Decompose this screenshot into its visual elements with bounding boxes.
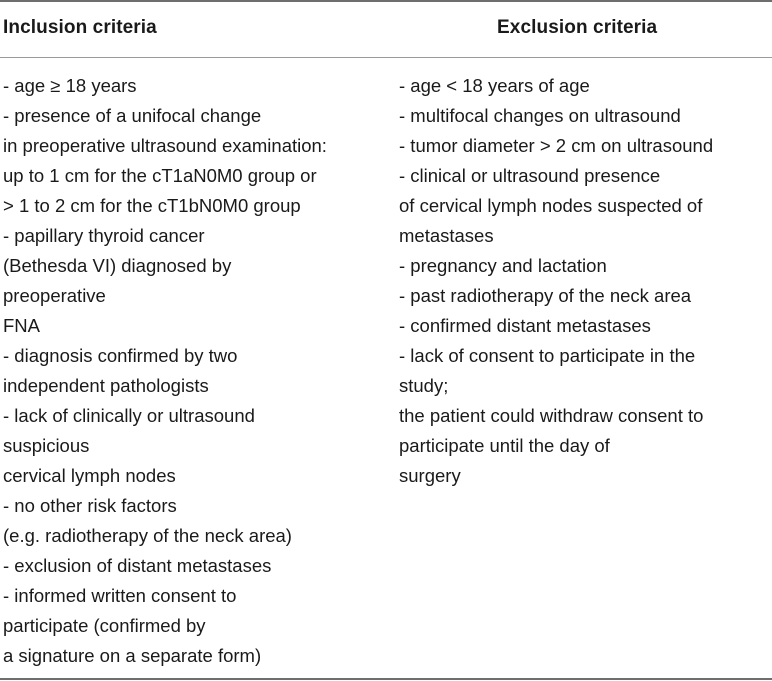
inclusion-line: in preoperative ultrasound examination: [3,135,327,156]
exclusion-line: - confirmed distant metastases [399,315,651,336]
exclusion-line: - clinical or ultrasound presence [399,165,661,186]
exclusion-line: surgery [399,465,461,486]
exclusion-criteria-header: Exclusion criteria [497,17,658,38]
exclusion-criteria-list [399,71,769,491]
inclusion-line: a signature on a separate form) [3,645,262,666]
inclusion-criteria-header: Inclusion criteria [3,17,157,38]
exclusion-line: study; [399,375,449,396]
exclusion-line: - past radiotherapy of the neck area [399,285,692,306]
inclusion-line: - papillary thyroid cancer [3,225,205,246]
header-divider-rule [0,57,772,58]
inclusion-line: suspicious [3,435,90,456]
inclusion-line: FNA [3,315,40,336]
exclusion-line: the patient could withdraw consent to [399,405,704,426]
table-bottom-rule [0,678,772,680]
inclusion-line: - informed written consent to [3,585,237,606]
inclusion-line: (e.g. radiotherapy of the neck area) [3,525,292,546]
inclusion-line: > 1 to 2 cm for the cT1bN0M0 group [3,195,301,216]
inclusion-line: (Bethesda VI) diagnosed by [3,255,232,276]
inclusion-line: participate (confirmed by [3,615,206,636]
inclusion-line: - diagnosis confirmed by two [3,345,238,366]
exclusion-line: metastases [399,225,494,246]
inclusion-line: preoperative [3,285,106,306]
exclusion-line: - pregnancy and lactation [399,255,607,276]
inclusion-line: - no other risk factors [3,495,177,516]
inclusion-line: - presence of a unifocal change [3,105,262,126]
inclusion-line: - age ≥ 18 years [3,75,137,96]
exclusion-line: - multifocal changes on ultrasound [399,105,681,126]
inclusion-line: independent pathologists [3,375,209,396]
inclusion-criteria-list [3,71,388,671]
exclusion-line: of cervical lymph nodes suspected of [399,195,703,216]
exclusion-line: - lack of consent to participate in the [399,345,696,366]
inclusion-line: cervical lymph nodes [3,465,176,486]
inclusion-line: - lack of clinically or ultrasound [3,405,255,426]
exclusion-line: - age < 18 years of age [399,75,590,96]
inclusion-line: up to 1 cm for the cT1aN0M0 group or [3,165,317,186]
inclusion-line: - exclusion of distant metastases [3,555,272,576]
exclusion-line: participate until the day of [399,435,610,456]
table-top-rule [0,0,772,2]
exclusion-line: - tumor diameter > 2 cm on ultrasound [399,135,714,156]
